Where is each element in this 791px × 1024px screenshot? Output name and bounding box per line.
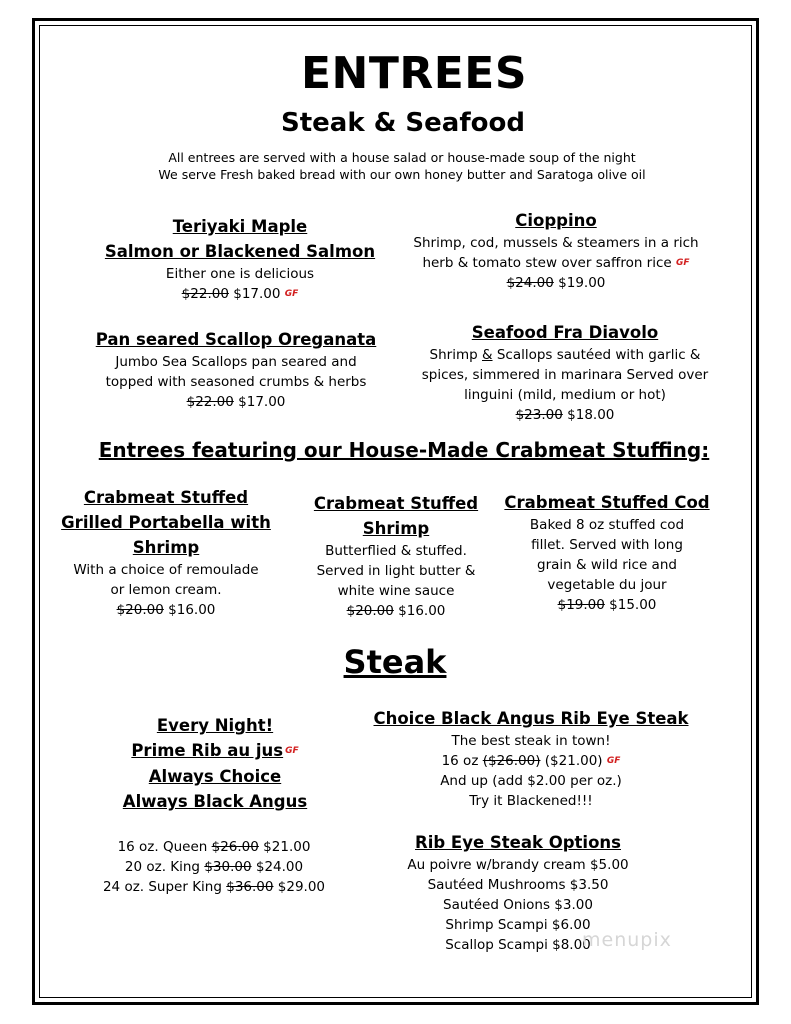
old-price: $30.00 <box>204 859 252 875</box>
option-item: Au poivre w/brandy cream $5.00 <box>407 857 629 873</box>
item-price <box>105 284 375 304</box>
menu-item-stuffed-cod <box>504 490 709 615</box>
item-price <box>96 392 377 412</box>
old-price: $36.00 <box>226 879 274 895</box>
item-name: Salmon or Blackened Salmon <box>104 242 376 261</box>
prime-rib-line: Always Black Angus <box>122 792 308 811</box>
item-price <box>413 273 698 293</box>
item-description: Either one is delicious <box>165 266 315 282</box>
steak-section-heading: Steak <box>343 643 447 681</box>
item-description: Jumbo Sea Scallops pan seared and <box>115 354 357 370</box>
price: $19.00 <box>558 275 606 291</box>
item-description: herb & tomato stew over saffron rice GF <box>422 255 690 271</box>
gluten-free-badge: GF <box>285 746 299 756</box>
item-description: or lemon cream. <box>110 582 222 598</box>
prime-rib-sizes <box>103 837 325 897</box>
item-name: Crabmeat Stuffed <box>83 488 249 507</box>
gluten-free-badge: GF <box>284 289 299 299</box>
size-row: 16 oz. Queen $26.00 $21.00 <box>117 839 311 855</box>
menu-item-stuffed-portabella <box>61 485 271 620</box>
item-description: white wine sauce <box>337 583 455 599</box>
item-name: Pan seared Scallop Oreganata <box>95 330 377 349</box>
item-description: And up (add $2.00 per oz.) <box>440 773 622 789</box>
item-name: Choice Black Angus Rib Eye Steak <box>373 709 689 728</box>
item-name: Grilled Portabella with <box>61 513 271 532</box>
item-description: With a choice of remoulade <box>73 562 259 578</box>
prime-rib-line: Prime Rib au jus GF <box>123 738 307 764</box>
item-name: Shrimp <box>362 519 430 538</box>
item-description: fillet. Served with long <box>531 537 683 553</box>
option-item: Sautéed Onions $3.00 <box>443 897 593 913</box>
price: $16.00 <box>168 602 216 618</box>
old-price: $19.00 <box>557 597 605 613</box>
old-price: $23.00 <box>515 407 563 423</box>
intro-line: We serve Fresh baked bread with our own honey butter and Saratoga olive oil <box>158 167 646 182</box>
size-row: 20 oz. King $30.00 $24.00 <box>124 859 304 875</box>
old-price: $20.00 <box>116 602 164 618</box>
size-row: 24 oz. Super King $36.00 $29.00 <box>102 879 326 895</box>
item-description: Shrimp, cod, mussels & steamers in a rich <box>413 235 699 251</box>
item-name: Seafood Fra Diavolo <box>471 323 659 342</box>
option-item: Shrimp Scampi $6.00 <box>445 917 591 933</box>
watermark: menupix <box>582 929 672 951</box>
item-description: vegetable du jour <box>547 577 667 593</box>
price: $18.00 <box>567 407 615 423</box>
price: $24.00 <box>255 859 304 875</box>
prime-rib-line: Always Choice <box>148 767 282 786</box>
item-description: grain & wild rice and <box>537 557 677 573</box>
old-price: $22.00 <box>181 286 229 302</box>
options-heading: Rib Eye Steak Options <box>415 833 621 852</box>
price: $15.00 <box>609 597 657 613</box>
menu-item-teriyaki-salmon <box>105 214 375 304</box>
gluten-free-badge: GF <box>606 756 621 766</box>
item-price <box>504 595 709 615</box>
crabmeat-section-heading: Entrees featuring our House-Made Crabmeat Stuffing: <box>98 438 710 462</box>
price: $21.00 <box>263 839 311 855</box>
item-description: topped with seasoned crumbs & herbs <box>105 374 367 390</box>
item-name: Crabmeat Stuffed <box>313 494 479 513</box>
page-title: ENTREES <box>300 48 528 99</box>
item-name: Cioppino <box>515 211 597 230</box>
page-subtitle: Steak & Seafood <box>281 108 525 138</box>
old-price: $24.00 <box>506 275 554 291</box>
item-description: Served in light butter & <box>316 563 476 579</box>
intro-text <box>158 149 645 183</box>
item-description: The best steak in town! <box>451 733 611 749</box>
item-description: Baked 8 oz stuffed cod <box>529 517 685 533</box>
item-price <box>422 405 708 425</box>
menu-item-cioppino <box>413 208 698 293</box>
old-price: $20.00 <box>346 603 394 619</box>
price: $16.00 <box>398 603 446 619</box>
price: $17.00 <box>233 286 281 302</box>
intro-line: All entrees are served with a house salad or house-made soup of the night <box>168 150 636 165</box>
item-price <box>314 601 478 621</box>
item-name: Teriyaki Maple <box>172 217 308 236</box>
item-description: spices, simmered in marinara Served over <box>421 367 709 383</box>
price: ($21.00) <box>544 753 603 769</box>
item-name: Shrimp <box>132 538 200 557</box>
old-price: $22.00 <box>186 394 234 410</box>
menu-item-prime-rib <box>123 713 307 814</box>
option-item: Sautéed Mushrooms $3.50 <box>427 877 609 893</box>
menu-item-fra-diavolo <box>422 320 708 425</box>
item-description: Shrimp & Scallops sautéed with garlic & <box>429 347 701 363</box>
price: $17.00 <box>238 394 286 410</box>
item-name: Crabmeat Stuffed Cod <box>504 493 710 512</box>
menu-item-stuffed-shrimp <box>314 491 478 621</box>
item-price: 16 oz ($26.00) ($21.00) GF <box>441 753 621 769</box>
menu-item-ribeye <box>373 706 688 811</box>
menu-item-scallop-oreganata <box>96 327 377 412</box>
item-description: linguini (mild, medium or hot) <box>464 387 666 403</box>
old-price: ($26.00) <box>482 753 541 769</box>
item-description: Butterflied & stuffed. <box>325 543 467 559</box>
option-item: Scallop Scampi $8.00 <box>445 937 591 953</box>
item-description: Try it Blackened!!! <box>469 793 593 809</box>
price: $29.00 <box>277 879 326 895</box>
gluten-free-badge: GF <box>676 258 690 268</box>
item-price <box>61 600 271 620</box>
prime-rib-line: Every Night! <box>156 716 274 735</box>
old-price: $26.00 <box>211 839 259 855</box>
